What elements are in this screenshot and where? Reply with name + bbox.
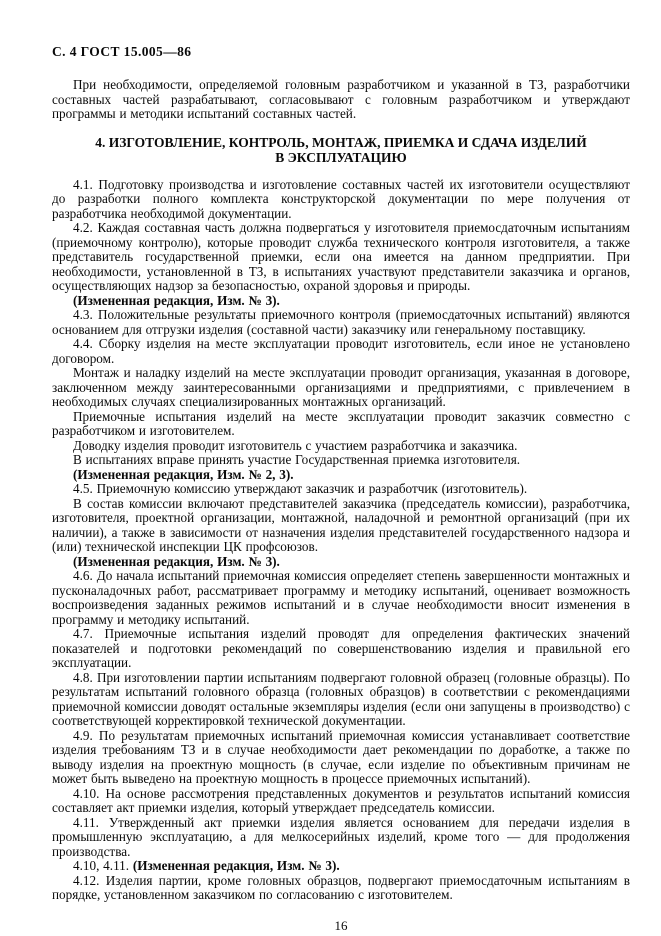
paragraph-4-4: 4.4. Сборку изделия на месте эксплуатации проводит изготовитель, если иное не установлено договором. bbox=[52, 336, 630, 366]
paragraph-4-9: 4.9. По результатам приемочных испытаний приемочная комиссия устанавливает соответствие изделия требованиям ТЗ и в случае необходимости дает рекомендации по доработке, а также по выводу изделия на проектную мощность (в случае, если изделие по объективным причинам не может быть выведено на проектную мощность в процессе приемочных испытаний). bbox=[52, 727, 630, 786]
amendment-note-1: (Измененная редакция, Изм. № 3). bbox=[73, 292, 280, 308]
page-number: 16 bbox=[334, 917, 348, 933]
paragraph-4-6: 4.6. До начала испытаний приемочная комиссия определяет степень завершенности монтажных и пусконаладочных работ, рассматривает программу и методику испытаний, оценивает возможность воспроизведения заданных режимов испытаний и в случае необходимости вносит изменения в программу и методику испытаний. bbox=[52, 568, 630, 627]
section-heading-line2: В ЭКСПЛУАТАЦИЮ bbox=[275, 150, 407, 165]
section-heading bbox=[52, 135, 630, 166]
paragraph-4-11: 4.11. Утвержденный акт приемки изделия является основанием для передачи изделия в промышленную эксплуатацию, а для мелкосерийных изделий, кроме того — для продолжения производства. bbox=[52, 814, 630, 859]
paragraph-4-7: 4.7. Приемочные испытания изделий проводят для определения фактических значений показателей и подготовки рекомендаций по совершенствованию изделия и правильной его эксплуатации. bbox=[52, 626, 630, 670]
amendment-note-2: (Измененная редакция, Изм. № 2, 3). bbox=[73, 466, 294, 482]
amendment-note-4 bbox=[52, 859, 630, 874]
paragraph-commission-members: В состав комиссии включают представителей заказчика (председатель комиссии), разработчика, изготовителя, проектной организации, монтажной, наладочной и ремонтной организаций (при их наличии), а также в зависимости от назначения изделия представителей государственного надзора и (или) технической инспекции ЦК профсоюзов. bbox=[52, 495, 630, 554]
paragraph-4-12: 4.12. Изделия партии, кроме головных образцов, подвергают приемосдаточным испытаниям в порядке, установленном заказчиком по согласованию с изготовителем. bbox=[52, 872, 630, 902]
intro-paragraph: При необходимости, определяемой головным разработчиком и указанной в ТЗ, разработчики составных частей разрабатывают, согласовывают с головным разработчиком и утверждают программы и методики испытаний составных частей. bbox=[52, 77, 630, 121]
section-heading-line1: 4. ИЗГОТОВЛЕНИЕ, КОНТРОЛЬ, МОНТАЖ, ПРИЕМКА И СДАЧА ИЗДЕЛИЙ bbox=[95, 134, 587, 150]
paragraph-4-1: 4.1. Подготовку производства и изготовление составных частей их изготовители осуществляют до разработки полного комплекта конструкторской документации по мере получения от разработчика необходимой документации. bbox=[52, 176, 630, 221]
paragraph-4-2: 4.2. Каждая составная часть должна подвергаться у изготовителя приемосдаточным испытаниям (приемочному контролю), которые проводит служба технического контроля изготовителя, а также представитель государственной приемки, если она имеется на данном предприятии. При необходимости, установленной в ТЗ, в испытаниях участвуют представители заказчика и органов, осуществляющих надзор за безопасностью, охраной здоровья и природы. bbox=[52, 220, 630, 293]
paragraph-4-10: 4.10. На основе рассмотрения представленных документов и результатов испытаний комиссия составляет акт приемки изделия, который утверждает председатель комиссии. bbox=[52, 785, 630, 815]
paragraph-acceptance-tests: Приемочные испытания изделий на месте эксплуатации проводит заказчик совместно с разработчиком и изготовителем. bbox=[52, 408, 630, 438]
amendment-note-4-prefix: 4.10, 4.11. bbox=[73, 858, 130, 873]
paragraph-installation: Монтаж и наладку изделий на месте эксплуатации проводит организация, указанная в договоре, заключенном между заинтересованными организациями и предприятиями, с привлечением в необходимых случаях специализированных монтажных организаций. bbox=[52, 365, 630, 409]
paragraph-4-3: 4.3. Положительные результаты приемочного контроля (приемосдаточных испытаний) являются основанием для отгрузки изделия (составной части) заказчику или генеральному поставщику. bbox=[52, 307, 630, 337]
amendment-note-3: (Измененная редакция, Изм. № 3). bbox=[73, 553, 280, 569]
amendment-note-4-bold: (Измененная редакция, Изм. № 3). bbox=[132, 858, 340, 873]
running-header: С. 4 ГОСТ 15.005—86 bbox=[52, 44, 192, 59]
paragraph-finishing: Доводку изделия проводит изготовитель с участием разработчика и заказчика. bbox=[73, 437, 518, 453]
paragraph-4-8: 4.8. При изготовлении партии испытаниям подвергают головной образец (головные образцы). По результатам испытаний головного образца (головных образцов) в соответствии с рекомендациями приемочной комиссии доводят остальные экземпляры изделия (если они запущены в производство) с соответствующей корректировкой технической документации. bbox=[52, 669, 630, 728]
paragraph-state-acceptance: В испытаниях вправе принять участие Государственная приемка изготовителя. bbox=[73, 452, 521, 467]
paragraph-4-5: 4.5. Приемочную комиссию утверждают заказчик и разработчик (изготовитель). bbox=[73, 481, 528, 496]
